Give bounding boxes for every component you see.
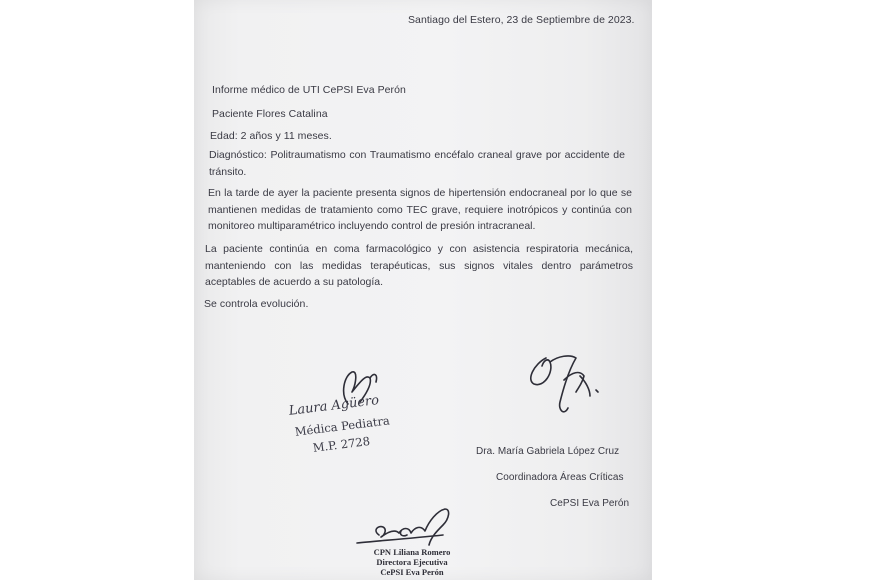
report-subject: Informe médico de UTI CePSI Eva Perón bbox=[212, 84, 406, 96]
bottom-stamp-name: CPN Liliana Romero bbox=[373, 547, 451, 557]
patient-age: Edad: 2 años y 11 meses. bbox=[210, 130, 332, 142]
closing-line: Se controla evolución. bbox=[204, 298, 309, 310]
paragraph-2: La paciente continúa en coma farmacológico y con asistencia respiratoria mecánica, manteniendo con las medidas terapéuticas, sus signos vitales dentro parámetros aceptables de acuerdo a su patología. bbox=[205, 243, 633, 288]
paragraph-1: En la tarde de ayer la paciente presenta signos de hipertensión endocraneal por lo que se mantienen medidas de tratamiento como TEC grave, requiere inotrópicos y continúa con monitoreo multiparamétrico incluyendo control de presión intracraneal. bbox=[208, 187, 632, 232]
patient-name: Paciente Flores Catalina bbox=[212, 108, 328, 120]
bottom-stamp-org: CePSI Eva Perón bbox=[380, 567, 444, 577]
bottom-stamp-title: Directora Ejecutiva bbox=[376, 557, 448, 567]
signature-left-license: M.P. 2728 bbox=[312, 434, 371, 455]
signature-left-name: Laura Agüero bbox=[288, 392, 380, 419]
place-date: Santiago del Estero, 23 de Septiembre de 2023. bbox=[408, 14, 635, 26]
diagnosis: Diagnóstico: Politraumatismo con Traumatismo encéfalo craneal grave por accidente de tránsito. bbox=[209, 149, 625, 178]
signature-left-title: Médica Pediatra bbox=[294, 413, 391, 439]
signature-right-name: Dra. María Gabriela López Cruz bbox=[476, 446, 620, 457]
signature-right-title: Coordinadora Áreas Críticas bbox=[496, 472, 624, 483]
signature-right-scribble bbox=[520, 350, 610, 420]
signature-right-org: CePSI Eva Perón bbox=[550, 498, 630, 509]
signature-bottom-scribble bbox=[355, 505, 465, 547]
